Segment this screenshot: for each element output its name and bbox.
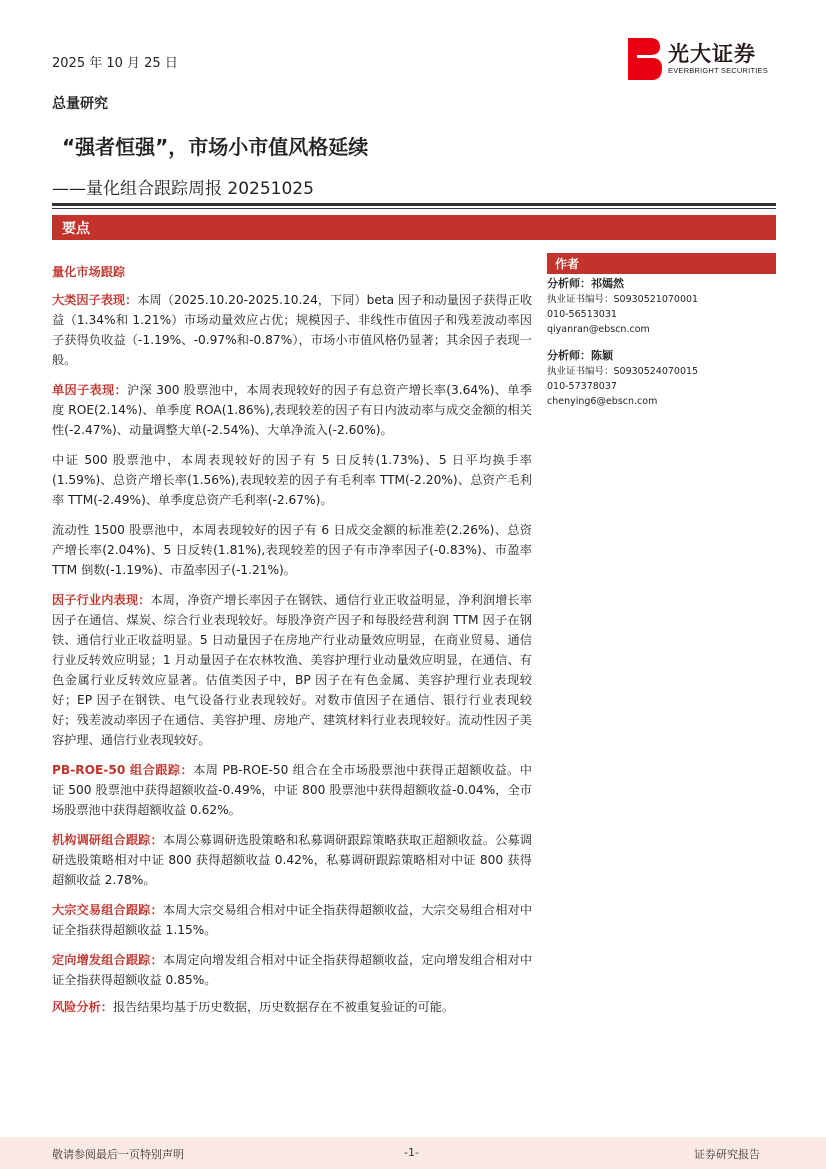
- brand-name-cn: 光大证券: [668, 42, 756, 66]
- analyst-phone: 010-57378037: [547, 381, 617, 392]
- risk-label: 风险分析：: [52, 1000, 113, 1014]
- paragraph-label: 因子行业内表现：: [52, 593, 151, 607]
- title-divider-thin: [52, 208, 776, 209]
- paragraph-label: PB-ROE-50 组合跟踪：: [52, 763, 194, 777]
- paragraph: [52, 900, 532, 940]
- report-date: 2025 年 10 月 25 日: [52, 56, 178, 71]
- brand-name-en: EVERBRIGHT SECURITIES: [668, 66, 768, 75]
- paragraph-text: 本周 PB-ROE-50 组合在全市场股票池中获得正超额收益。中证 500 股票池中获得超额收益-0.49%，中证 800 股票池中获得超额收益-0.04%，全市场股票池中获得超额收益 0.62%。: [52, 763, 532, 817]
- paragraph-text: 中证 500 股票池中，本周表现较好的因子有 5 日反转(1.73%)、5 日平均换手率(1.59%)、总资产增长率(1.56%),表现较差的因子有毛利率 TTM(-2.20%)、总资产毛利率 TTM(-2.49%)、单季度总资产毛利率(-2.67%)。: [52, 453, 532, 507]
- paragraph-label: 大类因子表现：: [52, 293, 138, 307]
- footer-report-type: 证券研究报告: [694, 1148, 760, 1161]
- paragraph-text: 沪深 300 股票池中，本周表现较好的因子有总资产增长率(3.64%)、单季度 ROE(2.14%)、单季度 ROA(1.86%),表现较差的因子有日内波动率与成交金额的相关性(-2.47%)、动量调整大单(-2.54%)、大单净流入(-2.60%)。: [52, 383, 532, 437]
- paragraph-text: 本周，净资产增长率因子在钢铁、通信行业正收益明显，净利润增长率因子在通信、煤炭、综合行业表现较好。每股净资产因子和每股经营利润 TTM 因子在钢铁、通信行业正收益明显。5 日动量因子在房地产行业动量效应明显，在商业贸易、通信行业反转效应明显；1 月动量因子在农林牧渔、美容护理行业动量效应明显，在通信、有色金属行业反转效应显著。估值类因子中，BP 因子在有色金属、美容护理行业表现较好；EP 因子在钢铁、电气设备行业表现较好。对数市值因子在通信、银行行业表现较好；残差波动率因子在通信、美容护理、房地产、建筑材料行业表现较好。流动性因子美容护理、通信行业表现较好。: [52, 593, 533, 747]
- page-number: -1-: [404, 1146, 419, 1159]
- keypoints-banner: [52, 215, 776, 240]
- paragraph-label: 机构调研组合跟踪：: [52, 833, 163, 847]
- analyst-phone: 010-56513031: [547, 309, 617, 320]
- paragraph: [52, 450, 532, 510]
- paragraph: [52, 380, 532, 440]
- title-divider-thick: [52, 203, 776, 206]
- report-title: “强者恒强”，市场小市值风格延续: [62, 135, 369, 159]
- paragraph-text: 流动性 1500 股票池中，本周表现较好的因子有 6 日成交金额的标准差(2.26%)、总资产增长率(2.04%)、5 日反转(1.81%),表现较差的因子有市净率因子(-0.83%)、市盈率 TTM 倒数(-1.19%)、市盈率因子(-1.21%)。: [52, 523, 532, 577]
- paragraph: [52, 830, 532, 890]
- paragraph: [52, 950, 532, 990]
- analyst-card: [547, 348, 776, 409]
- analyst-name: 分析师：陈颖: [547, 349, 613, 362]
- keypoints-label: 要点: [62, 221, 90, 237]
- paragraph-text: 本周大宗交易组合相对中证全指获得超额收益，大宗交易组合相对中证全指获得超额收益 1.15%。: [52, 903, 533, 937]
- paragraph-text: 本周（2025.10.20-2025.10.24，下同）beta 因子和动量因子获得正收益（1.34%和 1.21%）市场动量效应占优；规模因子、非线性市值因子和残差波动率因子获得负收益（-1.19%、-0.97%和-0.87%），市场小市值风格仍显著；其余因子表现一般。: [52, 293, 533, 367]
- analyst-email[interactable]: qiyanran@ebscn.com: [547, 324, 650, 335]
- footer-disclaimer[interactable]: 敬请参阅最后一页特别声明: [52, 1148, 184, 1161]
- paragraph-text: 本周定向增发组合相对中证全指获得超额收益，定向增发组合相对中证全指获得超额收益 0.85%。: [52, 953, 533, 987]
- risk-text: 报告结果均基于历史数据，历史数据存在不被重复验证的可能。: [112, 1000, 455, 1014]
- everbright-logo-icon: [626, 36, 666, 82]
- paragraph-text: 本周公募调研选股策略和私募调研跟踪策略获取正超额收益。公募调研选股策略相对中证 800 获得超额收益 0.42%，私募调研跟踪策略相对中证 800 获得超额收益 2.78%。: [52, 833, 533, 887]
- report-category: 总量研究: [52, 96, 108, 112]
- paragraph: [52, 290, 532, 370]
- analyst-card: [547, 276, 776, 337]
- analyst-email[interactable]: chenying6@ebscn.com: [547, 396, 658, 407]
- analyst-cert: 执业证书编号：S0930524070015: [547, 366, 699, 377]
- paragraph-label: 大宗交易组合跟踪：: [52, 903, 163, 917]
- paragraph: [52, 590, 532, 750]
- author-label: 作者: [555, 257, 580, 271]
- analyst-name: 分析师：祁嫣然: [547, 277, 624, 290]
- paragraph-label: 单因子表现：: [52, 383, 128, 397]
- paragraph-label: 定向增发组合跟踪：: [52, 953, 163, 967]
- main-content: [52, 262, 532, 1000]
- risk-analysis: [52, 997, 532, 1017]
- paragraph: [52, 760, 532, 820]
- report-subtitle: ——量化组合跟踪周报 20251025: [52, 179, 314, 199]
- paragraph: [52, 520, 532, 580]
- analyst-cert: 执业证书编号：S0930521070001: [547, 294, 699, 305]
- author-banner: [547, 253, 776, 274]
- section-title: 量化市场跟踪: [52, 265, 126, 279]
